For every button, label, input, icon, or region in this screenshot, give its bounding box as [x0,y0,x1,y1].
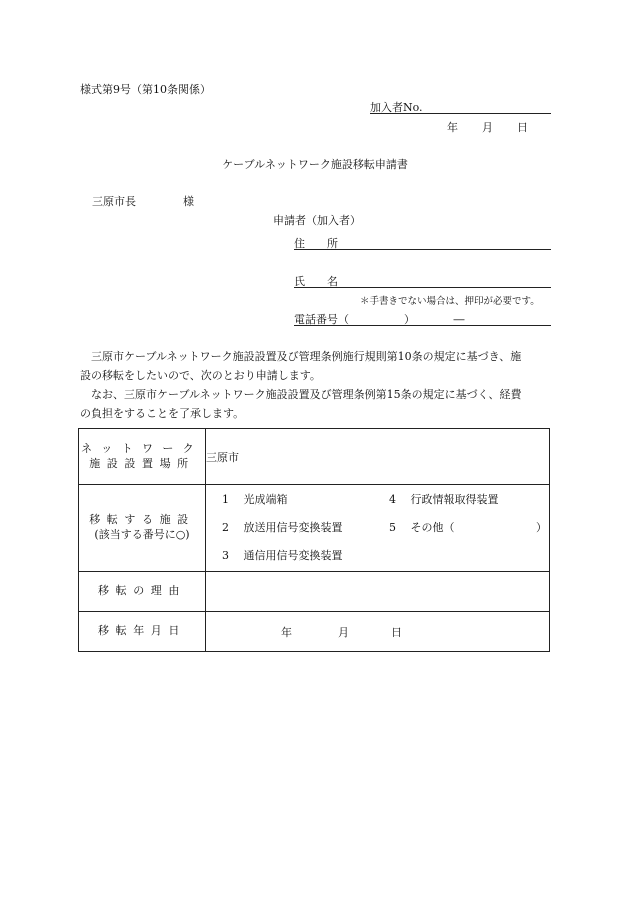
facility-option-1[interactable] [222,491,288,507]
facility-option-5-number: 5 [389,521,396,534]
facility-row [79,485,550,572]
reason-label-cell [79,572,206,612]
subscriber-number-field[interactable] [370,99,551,114]
facility-option-3[interactable] [222,547,343,563]
addressee-name: 三原市長 [92,195,136,208]
address-field[interactable] [294,235,551,250]
facility-option-2[interactable] [222,519,343,535]
facility-option-3-number: 3 [222,549,229,562]
facility-options-cell [206,485,550,572]
paragraph1-line2: 設の移転をしたいので、次のとおり申請します。 [80,369,321,382]
date-row [79,612,550,652]
move-date-label-cell [79,612,206,652]
applicant-heading: 申請者（加入者） [273,214,361,227]
paragraph2-line1: なお、三原市ケーブルネットワーク施設設置及び管理条例第15条の規定に基づく、経費 [80,388,522,401]
paragraph1-line1: 三原市ケーブルネットワーク施設設置及び管理条例施行規則第10条の規定に基づき、施 [80,350,522,363]
address-label: 住 所 [294,237,338,250]
facility-other-close: ） [536,521,547,534]
reason-label: 移転の理由 [98,584,186,598]
reason-row [79,572,550,612]
facility-option-2-text: 放送用信号変換装置 [243,521,343,534]
location-row [79,429,550,485]
paragraph2-line2: の負担をすることを了承します。 [80,407,245,420]
form-number: 様式第9号（第10条関係） [80,83,211,96]
move-date-label: 移転年月日 [98,624,186,638]
facility-option-5[interactable] [389,519,455,535]
document-title: ケーブルネットワーク施設移転申請書 [222,158,408,171]
location-label-cell [79,429,206,485]
seal-note: ＊手書きでない場合は、押印が必要です。 [360,296,540,307]
facility-option-1-number: 1 [222,493,229,506]
date-day-label: 日 [517,121,528,134]
reason-value-cell[interactable] [206,572,550,612]
phone-field[interactable] [294,311,551,326]
facility-option-2-number: 2 [222,521,229,534]
facility-option-4-number: 4 [389,493,396,506]
facility-option-4-text: 行政情報取得装置 [410,493,499,506]
location-label-line2: 施設設置場所 [89,456,195,470]
date-year-label: 年 [447,121,458,134]
facility-label-line2: (該当する番号に○) [94,528,190,541]
move-date-year: 年 [281,625,292,639]
facility-label-cell [79,485,206,572]
location-label-line1: ネットワーク [80,441,204,455]
date-month-label: 月 [482,121,493,134]
move-date-day: 日 [391,625,402,639]
request-body-text [80,347,552,423]
location-value-cell[interactable] [206,429,550,485]
facility-option-3-text: 通信用信号変換装置 [243,549,343,562]
application-table [78,428,550,652]
facility-option-5-text: その他（ [410,521,455,534]
location-value: 三原市 [206,450,239,464]
phone-label: 電話番号（ ） ― [294,313,465,326]
name-label: 氏 名 [294,275,338,288]
facility-options [206,485,549,571]
move-date-value-cell[interactable] [206,612,550,652]
name-field[interactable] [294,273,551,288]
facility-option-1-text: 光成端箱 [243,493,288,506]
move-date-month: 月 [338,625,349,639]
facility-label-line1: 移転する施設 [89,513,195,527]
facility-option-4[interactable] [389,491,499,507]
addressee-honorific: 様 [183,195,194,208]
subscriber-number-label: 加入者No. [370,101,423,114]
